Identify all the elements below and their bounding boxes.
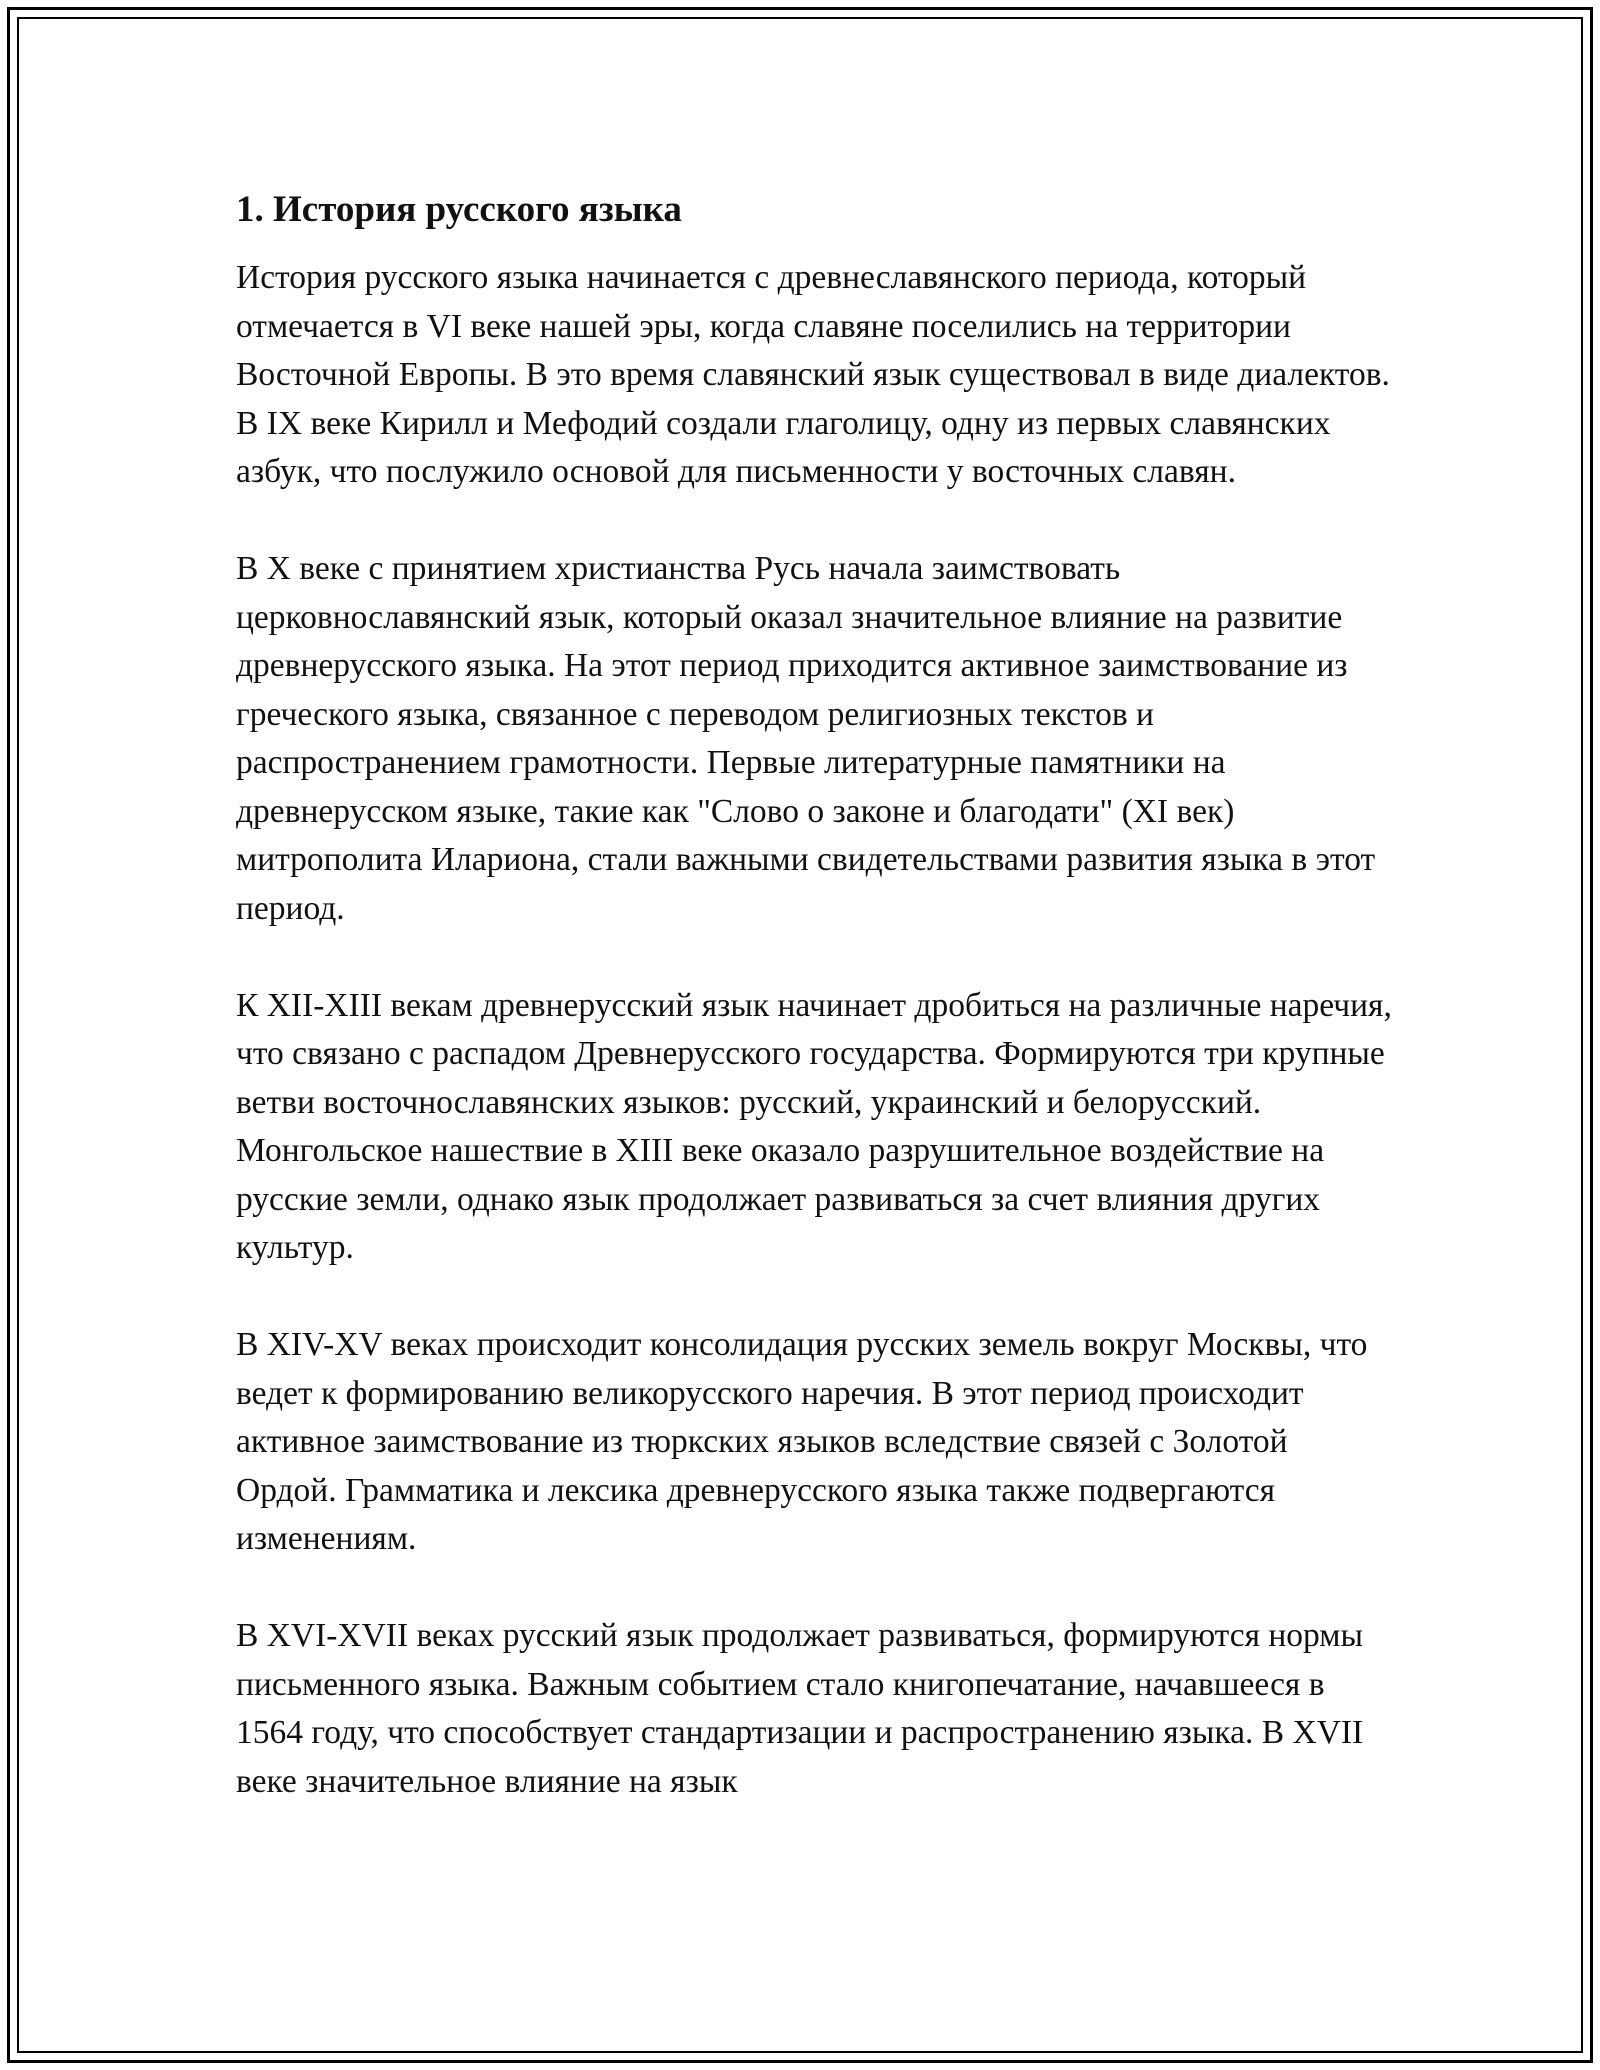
paragraph-4: В XIV-XV веках происходит консолидация русских земель вокруг Москвы, что ведет к формированию великорусского наречия. В этот период происходит активное заимствование из тюркских языков вследствие связей с Золотой Ордой. Грамматика и лексика древнерусского языка также подвергаются изменениям. xyxy=(236,1326,1368,1557)
paragraph-5: В XVI-XVII веках русский язык продолжает развиваться, формируются нормы письменного языка. Важным событием стало книгопечатание, начавшееся в 1564 году, что способствует стандартизации и распространению языка. В XVII веке значительное влияние на язык xyxy=(236,1617,1364,1800)
section-heading: 1. История русского языка xyxy=(236,189,682,230)
paragraph-3: К XII-XIII векам древнерусский язык начинает дробиться на различные наречия, что связано с распадом Древнерусского государства. Формируются три крупные ветви восточнославянских языков: русский, украинский и белорусский. Монгольское нашествие в XIII веке оказало разрушительное воздействие на русские земли, однако язык продолжает развиваться за счет влияния других культур. xyxy=(236,986,1392,1266)
paragraph-2: В X веке с принятием христианства Русь начала заимствовать церковнославянский язык, который оказал значительное влияние на развитие древнерусского языка. На этот период приходится активное заимствование из греческого языка, связанное с переводом религиозных текстов и распространением грамотности. Первые литературные памятники на древнерусском языке, такие как "Слово о законе и благодати" (XI век) митрополита Илариона, стали важными свидетельствами развития языка в этот период. xyxy=(236,550,1376,927)
document-body xyxy=(236,186,1396,1855)
paragraph-1: История русского языка начинается с древнеславянского периода, который отмечается в VI веке нашей эры, когда славяне поселились на территории Восточной Европы. В это время славянский язык существовал в виде диалектов. В IX веке Кирилл и Мефодий создали глаголицу, одну из первых славянских азбук, что послужило основой для письменности у восточных славян. xyxy=(236,259,1390,490)
